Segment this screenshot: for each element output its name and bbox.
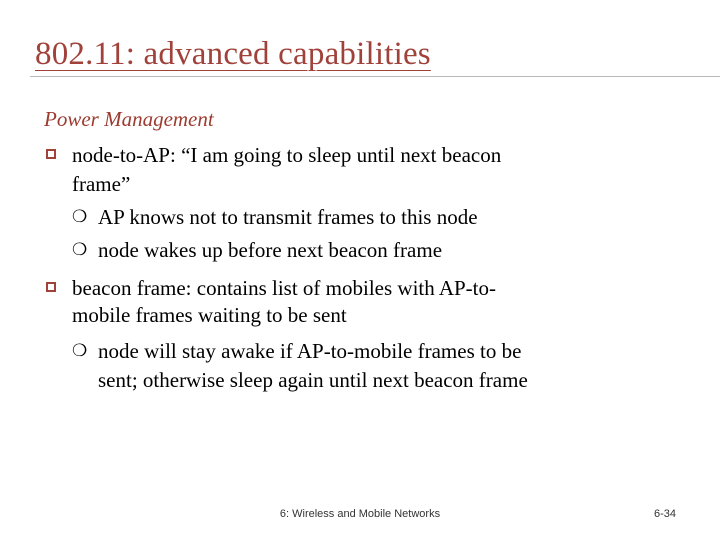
- footer-course-title: 6: Wireless and Mobile Networks: [279, 508, 441, 520]
- circle-bullet-icon: ❍: [72, 240, 88, 259]
- section-heading: Power Management: [44, 107, 214, 131]
- bullet-2-line-1: beacon frame: contains list of mobiles with AP-to-: [72, 276, 496, 300]
- bullet-1-line-2: frame”: [72, 172, 131, 196]
- bullet-1-sub-1: AP knows not to transmit frames to this node: [98, 205, 478, 229]
- circle-bullet-icon: ❍: [72, 207, 88, 226]
- bullet-1-line-1: node-to-AP: “I am going to sleep until next beacon: [72, 143, 502, 167]
- bullet-2-line-2: mobile frames waiting to be sent: [72, 303, 347, 327]
- bullet-2-sub-1-line-1: node will stay awake if AP-to-mobile frames to be: [98, 339, 522, 363]
- title-divider: [30, 76, 720, 77]
- bullet-2-sub-1-line-2: sent; otherwise sleep again until next beacon frame: [98, 368, 528, 392]
- square-bullet-icon: [46, 282, 56, 292]
- bullet-1-sub-2: node wakes up before next beacon frame: [98, 238, 443, 262]
- page-number: 6-34: [653, 508, 676, 520]
- circle-bullet-icon: ❍: [72, 341, 88, 360]
- slide-title: 802.11: advanced capabilities: [35, 36, 431, 72]
- square-bullet-icon: [46, 149, 56, 159]
